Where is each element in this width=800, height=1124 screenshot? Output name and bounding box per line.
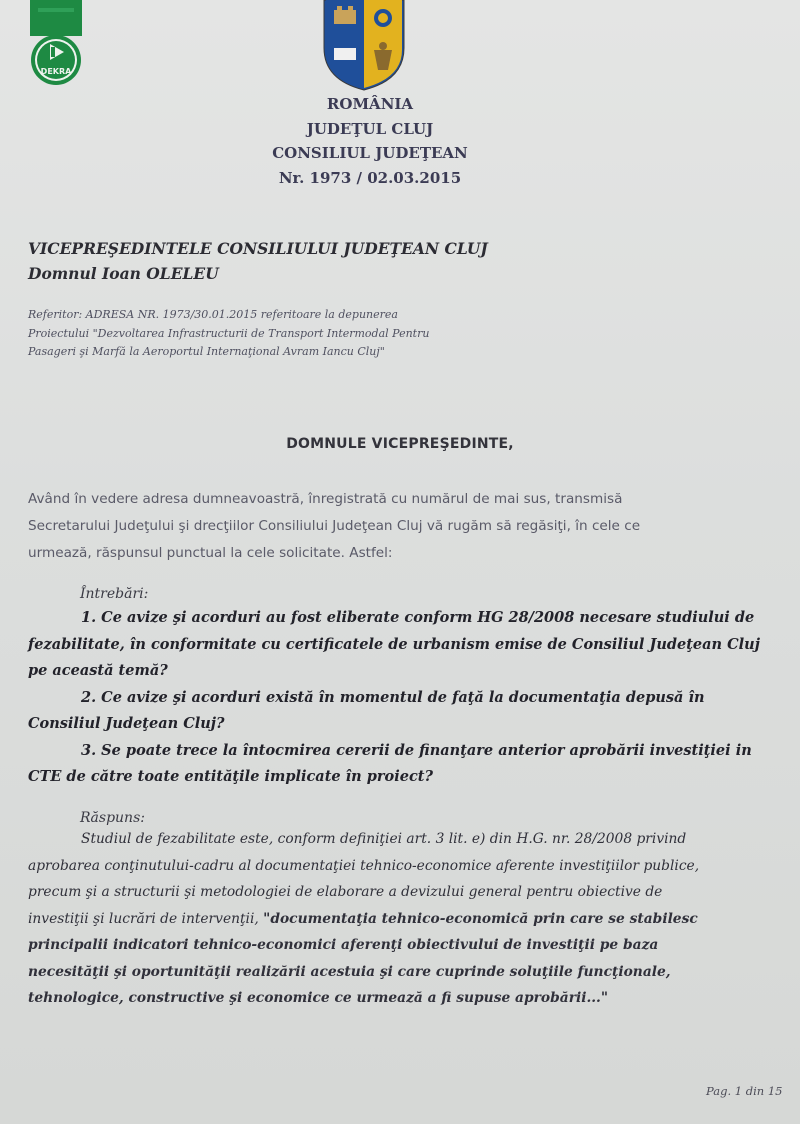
answer-line	[28, 906, 788, 933]
answer-heading: Răspuns:	[80, 810, 145, 826]
answer-quote-start: "documentaţia tehnico-economică prin care se stabilesc	[263, 910, 698, 927]
answer-quote-line	[28, 959, 788, 986]
answer-line: precum şi a structurii şi metodologiei de elaborare a devizului general pentru obiective de	[28, 884, 663, 900]
answer-line: aprobarea conţinutului-cadru al documentaţiei tehnico-economice aferente investiţiilor publice,	[28, 857, 700, 874]
dekra-logo-text: DEKRA	[40, 67, 72, 76]
header-country: ROMÂNIA	[326, 95, 414, 113]
answer-quote-text: principalii indicatori tehnico-economici aferenţi obiectivului de investiţii pe baza	[28, 937, 659, 953]
intro-line: Având în vedere adresa dumneavoastră, înregistrată cu numărul de mai sus, transmisă	[28, 491, 623, 507]
answer-quote-line	[28, 932, 788, 959]
answer-quote-line	[28, 985, 788, 1012]
intro-line: Secretarului Judeţului şi drecţiilor Consiliului Judeţean Cluj vă rugăm să regăsiţi, în cele ce	[28, 518, 641, 534]
recipient-block	[28, 236, 488, 286]
question-line: 1. Ce avize şi acorduri au fost eliberate conform HG 28/2008 necesare studiului de	[81, 609, 755, 626]
question-line: CTE de către toate entităţile implicate în proiect?	[28, 768, 433, 785]
dekra-logo	[28, 0, 84, 88]
recipient-name: Domnul Ioan OLELEU	[28, 264, 219, 283]
header-council: CONSILIUL JUDEŢEAN	[272, 144, 468, 162]
reference-line: Pasageri şi Marfă la Aeroportul Internaţional Avram Iancu Cluj"	[28, 345, 385, 358]
recipient-title: VICEPREŞEDINTELE CONSILIULUI JUDEŢEAN CLUJ	[28, 239, 488, 258]
answer-line: Studiul de fezabilitate este, conform definiţiei art. 3 lit. e) din H.G. nr. 28/2008 privind	[81, 831, 687, 847]
reference-line: Proiectului "Dezvoltarea Infrastructurii de Transport Intermodal Pentru	[28, 326, 430, 340]
document-header	[250, 92, 490, 190]
header-county: JUDEŢUL CLUJ	[306, 119, 434, 138]
reference-line: Referitor: ADRESA NR. 1973/30.01.2015 referitoare la depunerea	[28, 308, 398, 321]
questions-heading: Întrebări:	[80, 586, 149, 602]
question-line: 2. Ce avize şi acorduri există în momentul de faţă la documentaţia depusă în	[81, 688, 705, 706]
answer-paragraph	[28, 826, 788, 1012]
question-line: 3. Se poate trece la întocmirea cererii de finanţare anterior aprobării investiţiei in	[81, 741, 752, 759]
answer-quote-text: tehnologice, constructive şi economice ce urmează a fi supuse aprobării..."	[28, 990, 609, 1006]
answer-quote-text: necesităţii şi oportunităţii realizării acestuia şi care cuprinde soluţiile funcţionale,	[28, 963, 671, 980]
cluj-county-coat-of-arms	[322, 0, 406, 92]
header-registration-number: Nr. 1973 / 02.03.2015	[278, 168, 462, 187]
answer-line-text: investiţii şi lucrări de intervenţii,	[28, 910, 264, 927]
question-line: pe această temă?	[28, 662, 168, 679]
reference-block	[28, 306, 488, 362]
questions-list	[28, 605, 788, 791]
question-line: Consiliul Judeţean Cluj?	[28, 715, 225, 732]
intro-line: urmează, răspunsul punctual la cele solicitate. Astfel:	[28, 545, 393, 561]
question-line: fezabilitate, în conformitate cu certificatele de urbanism emise de Consiliul Judeţean Cluj	[28, 635, 760, 653]
intro-paragraph	[28, 486, 780, 567]
salutation: DOMNULE VICEPREŞEDINTE,	[286, 436, 514, 452]
page-number: Pag. 1 din 15	[706, 1084, 783, 1098]
